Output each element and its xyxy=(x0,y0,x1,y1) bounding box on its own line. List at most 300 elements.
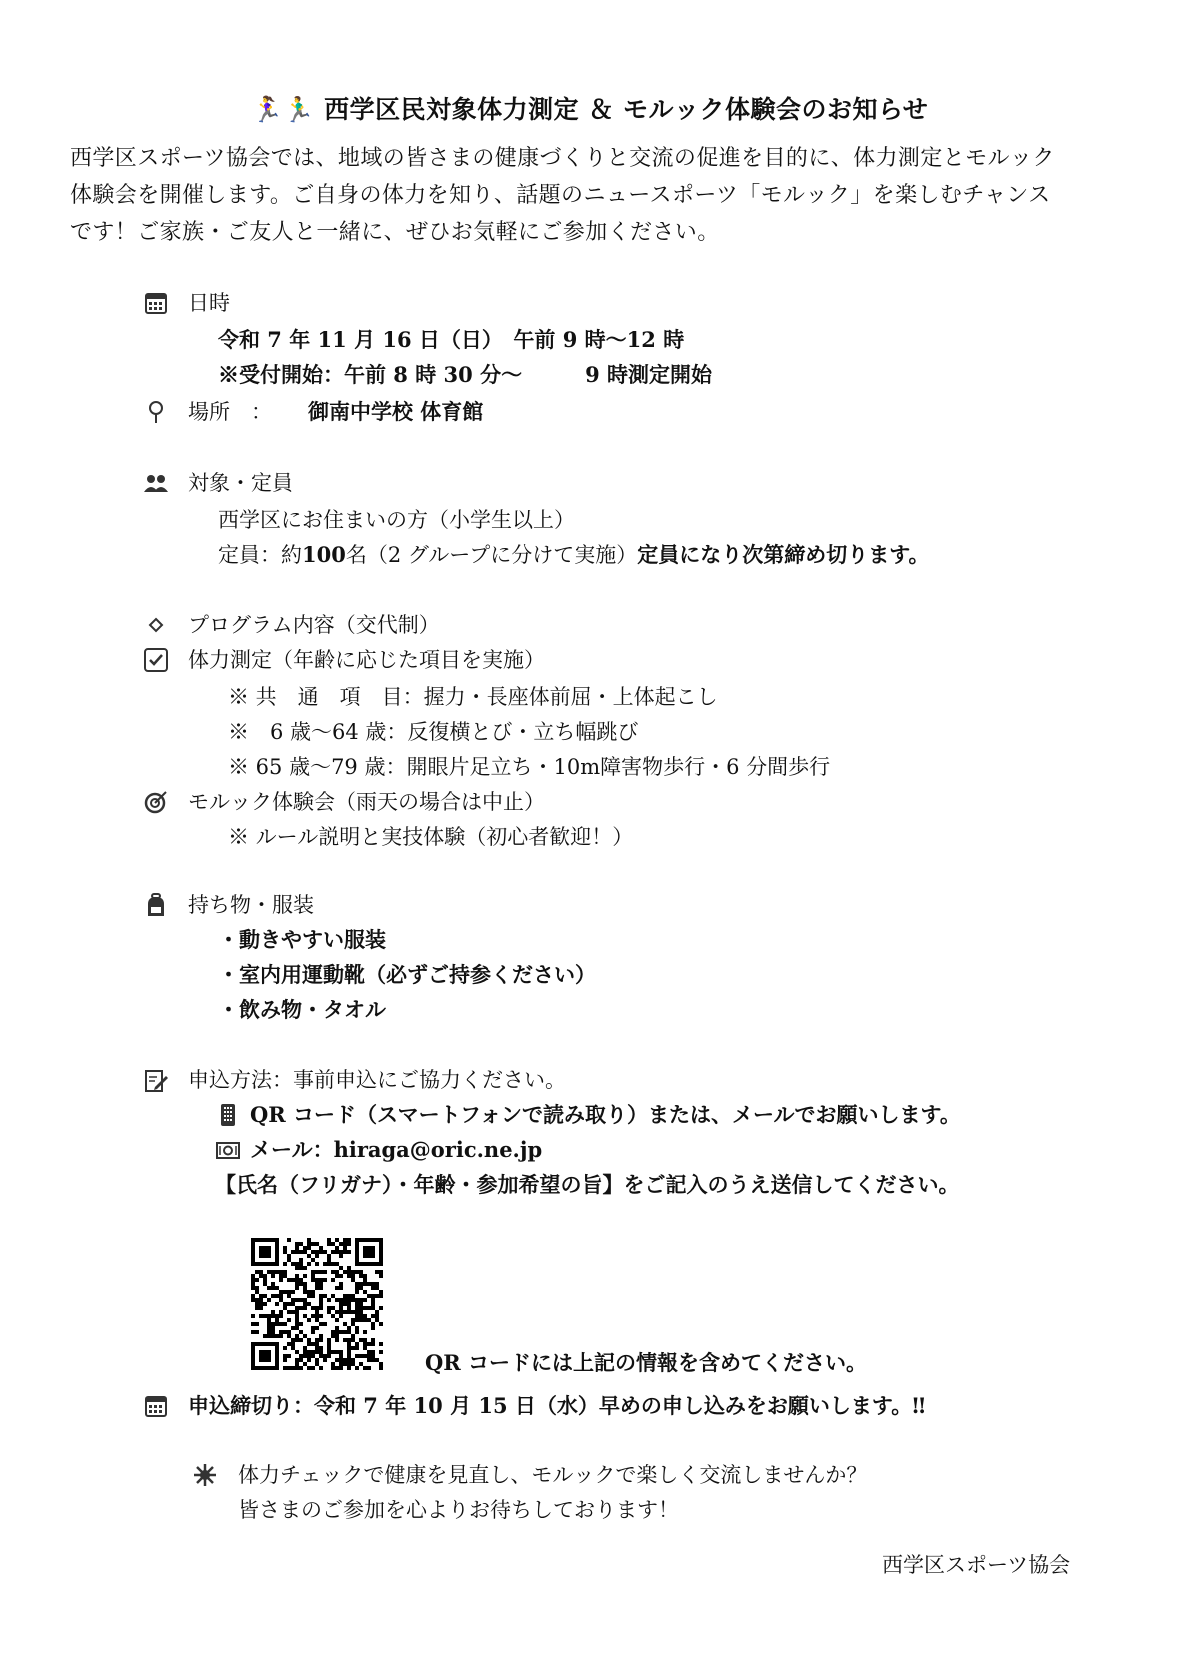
qr-module xyxy=(355,1342,359,1346)
reception-time: ※受付開始：午前 8 時 30 分〜 9 時測定開始 xyxy=(218,362,713,387)
qr-module xyxy=(371,1282,375,1286)
qr-module xyxy=(283,1262,287,1266)
qr-module xyxy=(375,1270,379,1274)
qr-module xyxy=(291,1298,295,1302)
qr-module xyxy=(263,1314,267,1318)
qr-module xyxy=(355,1326,359,1330)
qr-module xyxy=(343,1330,347,1334)
qr-module xyxy=(295,1338,299,1342)
qr-module xyxy=(315,1270,319,1274)
qr-module xyxy=(347,1362,351,1366)
qr-module xyxy=(271,1274,275,1278)
qr-module xyxy=(339,1302,343,1306)
qr-module xyxy=(375,1286,379,1290)
qr-module xyxy=(311,1250,315,1254)
qr-module xyxy=(255,1306,259,1310)
mail-line: メール：hiraga@oric.ne.jp xyxy=(250,1137,543,1162)
qr-module xyxy=(355,1310,359,1314)
qr-module xyxy=(339,1354,343,1358)
qr-module xyxy=(351,1358,355,1362)
qr-module xyxy=(267,1334,271,1338)
qr-module xyxy=(295,1334,299,1338)
qr-module xyxy=(291,1342,295,1346)
qr-module xyxy=(355,1346,359,1350)
qr-module xyxy=(319,1334,323,1338)
qr-module xyxy=(315,1306,319,1310)
memo-icon xyxy=(143,1067,169,1093)
qr-module xyxy=(339,1310,343,1314)
qr-module xyxy=(311,1258,315,1262)
qr-module xyxy=(311,1306,315,1310)
qr-module xyxy=(299,1258,303,1262)
qr-module xyxy=(299,1298,303,1302)
qr-module xyxy=(315,1254,319,1258)
qr-module xyxy=(259,1302,263,1306)
qr-module xyxy=(271,1286,275,1290)
qr-module xyxy=(271,1326,275,1330)
qr-module xyxy=(363,1298,367,1302)
capacity-line xyxy=(218,540,930,570)
qr-module xyxy=(319,1314,323,1318)
qr-module xyxy=(295,1278,299,1282)
qr-module xyxy=(315,1350,319,1354)
qr-module xyxy=(371,1342,375,1346)
qr-module xyxy=(331,1366,335,1370)
qr-module xyxy=(259,1274,263,1278)
qr-module xyxy=(295,1358,299,1362)
qr-module xyxy=(311,1274,315,1278)
qr-module xyxy=(343,1358,347,1362)
qr-module xyxy=(347,1342,351,1346)
qr-module xyxy=(295,1246,299,1250)
qr-module xyxy=(339,1250,343,1254)
qr-module xyxy=(343,1246,347,1250)
qr-module xyxy=(255,1322,259,1326)
qr-module xyxy=(335,1310,339,1314)
qr-module xyxy=(279,1290,283,1294)
qr-module xyxy=(331,1294,335,1298)
qr-module xyxy=(375,1314,379,1318)
qr-module xyxy=(379,1362,383,1366)
qr-module xyxy=(295,1362,299,1366)
qr-module xyxy=(347,1250,351,1254)
qr-module xyxy=(283,1354,287,1358)
qr-module xyxy=(267,1298,271,1302)
qr-module xyxy=(279,1330,283,1334)
qr-module xyxy=(283,1274,287,1278)
qr-module xyxy=(319,1302,323,1306)
qr-module xyxy=(323,1278,327,1282)
qr-module xyxy=(303,1350,307,1354)
qr-module xyxy=(287,1302,291,1306)
qr-module xyxy=(287,1254,291,1258)
qr-module xyxy=(355,1298,359,1302)
qr-module xyxy=(299,1278,303,1282)
qr-module xyxy=(319,1270,323,1274)
qr-module xyxy=(331,1330,335,1334)
qr-module xyxy=(355,1270,359,1274)
qr-module xyxy=(343,1338,347,1342)
qr-module xyxy=(359,1274,363,1278)
qr-module xyxy=(367,1350,371,1354)
qr-module xyxy=(295,1350,299,1354)
qr-module xyxy=(343,1310,347,1314)
qr-module xyxy=(331,1314,335,1318)
qr-module xyxy=(315,1338,319,1342)
qr-module xyxy=(335,1270,339,1274)
qr-module xyxy=(315,1278,319,1282)
qr-module xyxy=(287,1238,291,1242)
qr-module xyxy=(335,1250,339,1254)
qr-module xyxy=(291,1278,295,1282)
qr-module xyxy=(355,1282,359,1286)
qr-module xyxy=(311,1242,315,1246)
qr-module xyxy=(359,1298,363,1302)
qr-module xyxy=(347,1350,351,1354)
program-heading: プログラム内容（交代制） xyxy=(188,613,440,637)
qr-module xyxy=(279,1334,283,1338)
qr-module xyxy=(359,1282,363,1286)
qr-module xyxy=(271,1314,275,1318)
qr-module xyxy=(319,1366,323,1370)
qr-module xyxy=(327,1310,331,1314)
qr-module xyxy=(299,1282,303,1286)
qr-module xyxy=(339,1266,343,1270)
qr-module xyxy=(339,1282,343,1286)
qr-module xyxy=(307,1342,311,1346)
page-title: 🏃‍♀️🏃‍♂️ 西学区民対象体力測定 ＆ モルック体験会のお知らせ xyxy=(251,95,929,124)
qr-module xyxy=(351,1318,355,1322)
qr-module xyxy=(315,1242,319,1246)
qr-module xyxy=(379,1290,383,1294)
application-heading: 申込方法：事前申込にご協力ください。 xyxy=(188,1068,566,1092)
qr-module xyxy=(283,1330,287,1334)
qr-module xyxy=(299,1354,303,1358)
qr-module xyxy=(319,1294,323,1298)
qr-module xyxy=(323,1250,327,1254)
qr-module xyxy=(299,1366,303,1370)
qr-module xyxy=(335,1326,339,1330)
qr-module xyxy=(271,1334,275,1338)
qr-module xyxy=(275,1318,279,1322)
qr-module xyxy=(359,1338,363,1342)
qr-module xyxy=(363,1318,367,1322)
qr-module xyxy=(283,1302,287,1306)
qr-module xyxy=(323,1322,327,1326)
qr-module xyxy=(283,1366,287,1370)
deadline: 申込締切り：令和 7 年 10 月 15 日（水）早めの申し込みをお願いします。‼ xyxy=(188,1393,926,1418)
qr-module xyxy=(327,1342,331,1346)
qr-module xyxy=(363,1290,367,1294)
qr-module xyxy=(295,1250,299,1254)
qr-module xyxy=(367,1306,371,1310)
qr-module xyxy=(347,1346,351,1350)
qr-module xyxy=(315,1314,319,1318)
qr-module xyxy=(327,1346,331,1350)
envelope-icon xyxy=(215,1137,241,1163)
qr-module xyxy=(315,1282,319,1286)
qr-module xyxy=(343,1270,347,1274)
qr-module xyxy=(303,1286,307,1290)
capacity-prefix: 定員：約 xyxy=(218,543,302,567)
qr-module xyxy=(343,1250,347,1254)
qr-module xyxy=(279,1294,283,1298)
qr-module xyxy=(367,1358,371,1362)
qr-module xyxy=(355,1318,359,1322)
qr-module xyxy=(267,1270,271,1274)
target-bullseye-icon xyxy=(143,789,169,815)
qr-module xyxy=(347,1310,351,1314)
qr-module xyxy=(359,1286,363,1290)
calendar-icon xyxy=(143,290,169,316)
qr-module xyxy=(275,1314,279,1318)
qr-module xyxy=(311,1314,315,1318)
qr-module xyxy=(251,1274,255,1278)
qr-module xyxy=(359,1310,363,1314)
qr-module xyxy=(303,1266,307,1270)
qr-module xyxy=(323,1262,327,1266)
capacity-number: 100 xyxy=(302,542,346,567)
qr-module xyxy=(303,1354,307,1358)
molkky-item: ※ ルール説明と実技体験（初心者歓迎！） xyxy=(228,825,634,849)
qr-module xyxy=(379,1294,383,1298)
qr-module xyxy=(327,1306,331,1310)
qr-module xyxy=(319,1306,323,1310)
qr-module xyxy=(351,1338,355,1342)
qr-module xyxy=(299,1266,303,1270)
qr-module xyxy=(299,1338,303,1342)
qr-module xyxy=(327,1242,331,1246)
qr-module xyxy=(311,1342,315,1346)
qr-module xyxy=(351,1310,355,1314)
qr-module xyxy=(291,1338,295,1342)
qr-module xyxy=(335,1330,339,1334)
qr-module xyxy=(311,1290,315,1294)
qr-module xyxy=(255,1278,259,1282)
qr-module xyxy=(335,1338,339,1342)
qr-module xyxy=(299,1242,303,1246)
qr-module xyxy=(355,1290,359,1294)
qr-module xyxy=(315,1318,319,1322)
qr-module xyxy=(331,1334,335,1338)
qr-module xyxy=(331,1362,335,1366)
qr-module xyxy=(259,1294,263,1298)
qr-module xyxy=(315,1262,319,1266)
qr-module xyxy=(359,1354,363,1358)
qr-module xyxy=(259,1306,263,1310)
qr-module xyxy=(255,1330,259,1334)
qr-module xyxy=(319,1346,323,1350)
qr-module xyxy=(327,1298,331,1302)
qr-module xyxy=(339,1366,343,1370)
qr-module xyxy=(327,1338,331,1342)
qr-module xyxy=(275,1302,279,1306)
qr-module xyxy=(299,1322,303,1326)
qr-module xyxy=(347,1358,351,1362)
qr-module xyxy=(311,1294,315,1298)
qr-module xyxy=(327,1350,331,1354)
qr-module xyxy=(371,1302,375,1306)
qr-module xyxy=(355,1302,359,1306)
qr-module xyxy=(263,1294,267,1298)
qr-module xyxy=(303,1250,307,1254)
qr-module xyxy=(319,1338,323,1342)
qr-module xyxy=(331,1242,335,1246)
qr-module xyxy=(331,1262,335,1266)
qr-module xyxy=(295,1262,299,1266)
qr-module xyxy=(291,1290,295,1294)
qr-module xyxy=(371,1306,375,1310)
qr-module xyxy=(291,1366,295,1370)
qr-module xyxy=(351,1278,355,1282)
qr-module xyxy=(339,1350,343,1354)
qr-module xyxy=(283,1250,287,1254)
qr-module xyxy=(267,1322,271,1326)
qr-module xyxy=(251,1322,255,1326)
qr-module xyxy=(367,1294,371,1298)
qr-module xyxy=(303,1282,307,1286)
qr-module xyxy=(271,1270,275,1274)
qr-module xyxy=(355,1354,359,1358)
qr-module xyxy=(315,1362,319,1366)
qr-module xyxy=(379,1322,383,1326)
qr-module xyxy=(355,1330,359,1334)
qr-module xyxy=(355,1314,359,1318)
qr-module xyxy=(315,1286,319,1290)
qr-module xyxy=(319,1282,323,1286)
qr-module xyxy=(375,1318,379,1322)
qr-module xyxy=(295,1322,299,1326)
qr-module xyxy=(263,1282,267,1286)
qr-module xyxy=(347,1270,351,1274)
qr-module xyxy=(339,1358,343,1362)
qr-module xyxy=(263,1302,267,1306)
qr-module xyxy=(251,1282,255,1286)
qr-module xyxy=(307,1358,311,1362)
qr-module xyxy=(371,1354,375,1358)
qr-module xyxy=(347,1242,351,1246)
qr-module xyxy=(367,1354,371,1358)
qr-module xyxy=(335,1246,339,1250)
qr-module xyxy=(323,1354,327,1358)
qr-module xyxy=(279,1314,283,1318)
diamond-icon xyxy=(143,612,169,638)
qr-module xyxy=(299,1306,303,1310)
qr-module xyxy=(303,1314,307,1318)
qr-module xyxy=(319,1354,323,1358)
qr-module xyxy=(367,1318,371,1322)
qr-module xyxy=(307,1338,311,1342)
qr-module xyxy=(307,1294,311,1298)
qr-module xyxy=(271,1294,275,1298)
qr-module xyxy=(363,1282,367,1286)
qr-module xyxy=(327,1254,331,1258)
qr-module xyxy=(307,1366,311,1370)
intro-line: 体験会を開催します。ご自身の体力を知り、話題のニュースポーツ「モルック」を楽しむチャンス xyxy=(70,183,1051,208)
qr-code[interactable] xyxy=(251,1238,383,1370)
qr-module xyxy=(331,1270,335,1274)
qr-module xyxy=(283,1358,287,1362)
qr-module xyxy=(343,1242,347,1246)
belongings-item: ・動きやすい服装 xyxy=(218,927,386,952)
qr-module xyxy=(303,1334,307,1338)
qr-module xyxy=(347,1302,351,1306)
qr-module xyxy=(375,1294,379,1298)
qr-module xyxy=(267,1326,271,1330)
qr-module xyxy=(287,1258,291,1262)
belongings-heading: 持ち物・服装 xyxy=(188,893,314,917)
qr-module xyxy=(311,1278,315,1282)
qr-module xyxy=(307,1242,311,1246)
qr-module xyxy=(307,1262,311,1266)
qr-module xyxy=(347,1274,351,1278)
qr-module xyxy=(367,1366,371,1370)
qr-module xyxy=(287,1366,291,1370)
qr-module xyxy=(275,1334,279,1338)
qr-module xyxy=(279,1270,283,1274)
qr-module xyxy=(335,1350,339,1354)
qr-module xyxy=(371,1314,375,1318)
target-heading: 対象・定員 xyxy=(188,471,293,495)
qr-module xyxy=(331,1306,335,1310)
qr-module xyxy=(363,1314,367,1318)
qr-module xyxy=(307,1318,311,1322)
qr-module xyxy=(363,1346,367,1350)
qr-module xyxy=(379,1270,383,1274)
qr-module xyxy=(347,1298,351,1302)
qr-module xyxy=(323,1270,327,1274)
qr-module xyxy=(339,1254,343,1258)
qr-module xyxy=(279,1298,283,1302)
people-icon xyxy=(143,470,169,496)
qr-module xyxy=(347,1238,351,1242)
qr-module xyxy=(335,1366,339,1370)
qr-module xyxy=(311,1366,315,1370)
qr-module xyxy=(371,1326,375,1330)
qr-module xyxy=(351,1274,355,1278)
qr-module xyxy=(303,1246,307,1250)
qr-module xyxy=(267,1314,271,1318)
qr-module xyxy=(339,1242,343,1246)
qr-module xyxy=(295,1298,299,1302)
qr-module xyxy=(339,1306,343,1310)
qr-module xyxy=(379,1350,383,1354)
qr-module xyxy=(259,1298,263,1302)
qr-module xyxy=(299,1358,303,1362)
qr-module xyxy=(295,1282,299,1286)
qr-module xyxy=(319,1322,323,1326)
qr-module xyxy=(295,1306,299,1310)
qr-module xyxy=(307,1238,311,1242)
qr-module xyxy=(347,1338,351,1342)
qr-module xyxy=(339,1286,343,1290)
qr-module xyxy=(339,1314,343,1318)
qr-module xyxy=(327,1258,331,1262)
capacity-note: 定員になり次第締め切ります。 xyxy=(637,542,930,567)
intro-paragraph xyxy=(70,140,1110,251)
qr-module xyxy=(287,1290,291,1294)
calendar-icon xyxy=(143,1393,169,1419)
qr-module xyxy=(251,1278,255,1282)
qr-module xyxy=(299,1250,303,1254)
qr-module xyxy=(363,1342,367,1346)
qr-caption: QR コードには上記の情報を含めてください。 xyxy=(425,1350,868,1375)
qr-module xyxy=(287,1318,291,1322)
qr-module xyxy=(311,1354,315,1358)
qr-module xyxy=(295,1310,299,1314)
qr-module xyxy=(379,1274,383,1278)
target-who: 西学区にお住まいの方（小学生以上） xyxy=(218,508,575,532)
